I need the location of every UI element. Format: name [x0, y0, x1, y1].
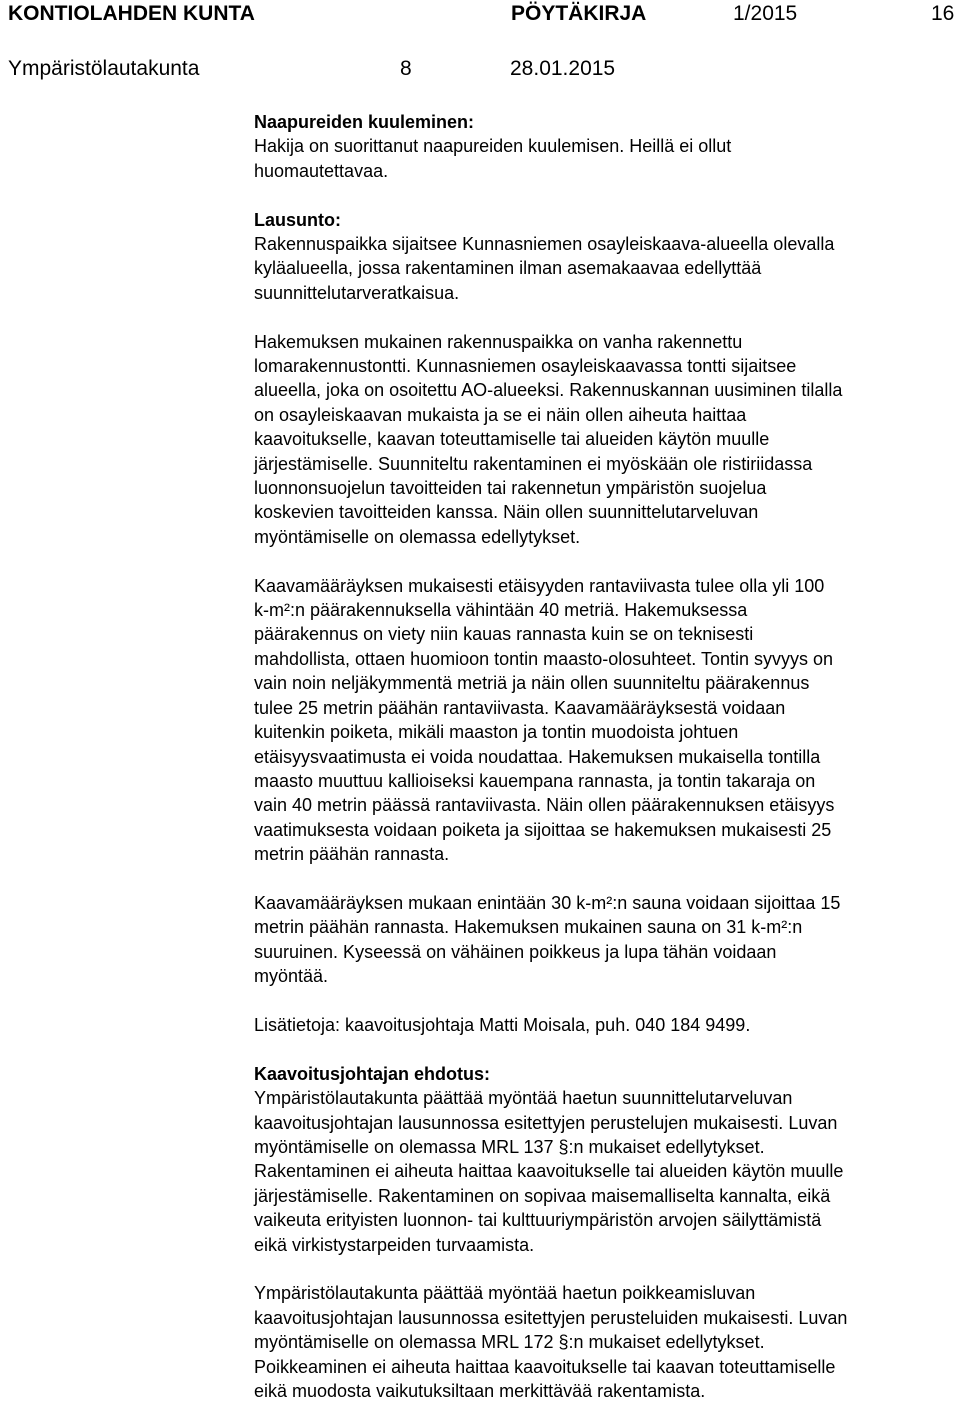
page-number: 16	[931, 2, 955, 25]
board-name: Ympäristölautakunta	[8, 57, 200, 80]
statement-paragraph-2: Hakemuksen mukainen rakennuspaikka on vanha rakennettu lomarakennustontti. Kunnasniemen osayleiskaavassa tontti sijaitsee alueella, joka on osoitettu AO-alueeksi. Rakennuskannan uusiminen tilalla on osayleiskaavan mukaista ja se ei näin ollen aiheuta haittaa kaavoitukselle, kaavan toteuttamiselle tai alueiden käytön muulle järjestämiselle. Suunniteltu rakentaminen ei myöskään ole ristiriidassa luonnonsuojelun tavoitteiden tai rakennetun ympäristön suojelua koskevien tavoitteiden kanssa. Näin ollen suunnittelutarveluvan myöntämiselle on olemassa edellytykset.	[254, 331, 843, 547]
section-number: 8	[400, 57, 412, 80]
neighbors-section	[254, 110, 954, 183]
document-body	[254, 110, 954, 1403]
proposal-paragraph-1: Ympäristölautakunta päättää myöntää haetun suunnittelutarveluvan kaavoitusjohtajan lausunnossa esitettyjen perustelujen mukaisesti. Luvan myöntämiselle on olemassa MRL 137 §:n mukaiset edellytykset. Rakentaminen ei aiheuta haittaa kaavoitukselle tai alueiden käytön muulle järjestämiselle. Rakentaminen on sopivaa maisemalliselta kannalta, eikä vaikeuta erityisten luonnon- tai kulttuuriympäristön arvojen säilyttämistä eikä virkistystarpeiden turvaamista.	[254, 1088, 844, 1255]
info-line: Lisätietoja: kaavoitusjohtaja Matti Moisala, puh. 040 184 9499.	[254, 1014, 751, 1035]
municipality-name: KONTIOLAHDEN KUNTA	[8, 2, 255, 25]
document-type: PÖYTÄKIRJA	[511, 2, 647, 25]
neighbors-text: Hakija on suorittanut naapureiden kuulemisen. Heillä ei ollut huomautettavaa.	[254, 136, 732, 181]
meeting-date: 28.01.2015	[510, 57, 616, 80]
proposal-heading: Kaavoitusjohtajan ehdotus:	[254, 1063, 491, 1084]
neighbors-heading: Naapureiden kuuleminen:	[254, 112, 475, 132]
statement-section	[254, 208, 954, 306]
proposal-section	[254, 1062, 954, 1257]
proposal-paragraph-2: Ympäristölautakunta päättää myöntää haetun poikkeamisluvan kaavoitusjohtajan lausunnossa esitettyjen perusteluiden mukaisesti. Luvan myöntämiselle on olemassa MRL 172 §:n mukaiset edellytykset. Poikkeaminen ei aiheuta haittaa kaavoitukselle tai kaavan toteuttamiselle eikä muodosta vaikutuksiltaan merkittävää rakentamista.	[254, 1283, 848, 1402]
document-number: 1/2015	[733, 2, 798, 25]
statement-paragraph-1: Rakennuspaikka sijaitsee Kunnasniemen osayleiskaava-alueella olevalla kyläalueella, jossa rakentaminen ilman asemakaavaa edellyttää suunnittelutarveratkaisua.	[254, 234, 835, 303]
statement-heading: Lausunto:	[254, 209, 341, 230]
statement-paragraph-4: Kaavamääräyksen mukaan enintään 30 k-m²:n sauna voidaan sijoittaa 15 metrin päähän rannasta. Hakemuksen mukainen sauna on 31 k-m²:n suuruinen. Kyseessä on vähäinen poikkeus ja lupa tähän voidaan myöntää.	[254, 892, 841, 987]
statement-paragraph-3: Kaavamääräyksen mukaisesti etäisyyden rantaviivasta tulee olla yli 100 k-m²:n päärakennuksella vähintään 40 metriä. Hakemuksessa päärakennus on viety niin kauas rannasta kuin se on teknisesti mahdollista, ottaen huomioon tontin maasto-olosuhteet. Tontin syvyys on vain noin neljäkymmentä metriä ja näin ollen suunniteltu päärakennus tulee 25 metrin päähän rantaviivasta. Kaavamääräyksestä voidaan kuitenkin poiketa, mikäli maaston ja tontin muodoista johtuen etäisyysvaatimusta ei voida noudattaa. Hakemuksen mukaisella tontilla maasto muuttuu kallioiseksi kauempana rannasta, ja tontin takaraja on vain 40 metrin päässä rantaviivasta. Näin ollen päärakennuksen etäisyys vaatimuksesta voidaan poiketa ja sijoittaa se hakemuksen mukaisesti 25 metrin päähän rannasta.	[254, 575, 835, 865]
